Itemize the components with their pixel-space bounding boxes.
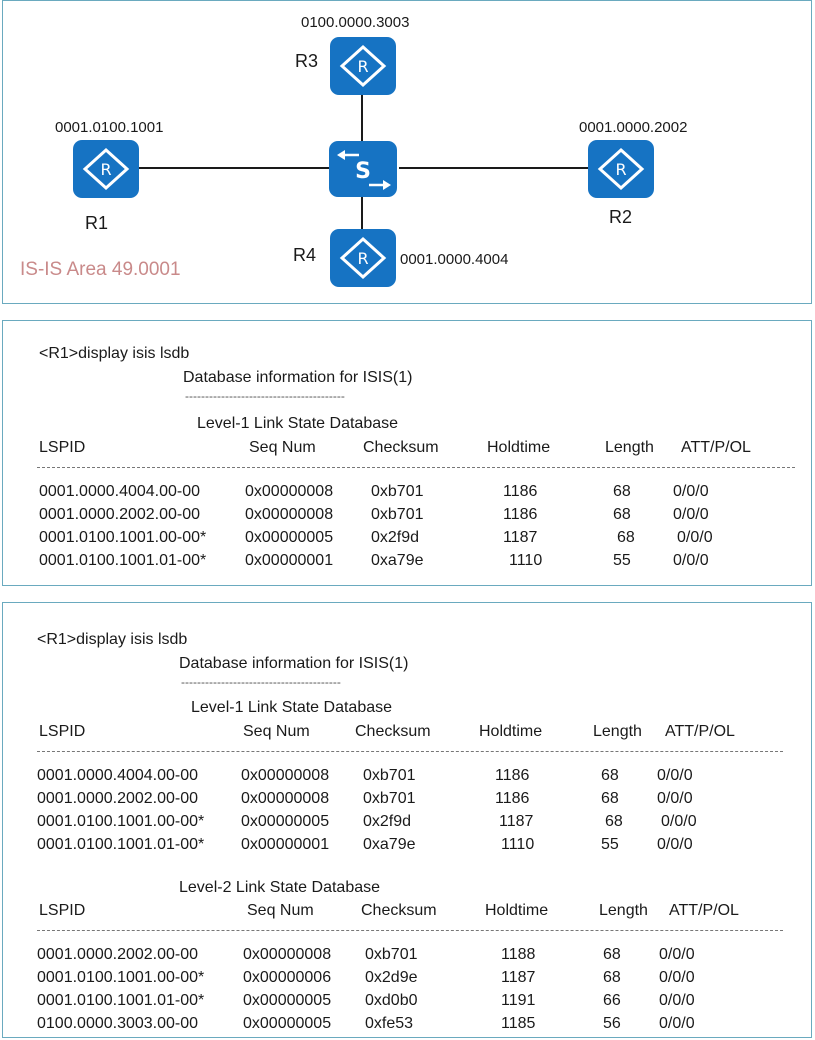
cell-checksum: 0xb701 [365,946,418,963]
cell-flags: 0/0/0 [659,1015,695,1032]
router-icon [81,147,131,191]
cell-lspid: 0001.0000.2002.00-00 [37,946,199,963]
switch-s [329,141,397,197]
header-flags: ATT/P/OL [665,723,735,740]
command-line: <R1>display isis lsdb [39,345,190,362]
table-row [3,767,803,789]
cell-checksum: 0xd0b0 [365,992,418,1009]
table-row [3,946,803,968]
header-holdtime: Holdtime [485,902,549,919]
lsdb-output-2 [2,602,812,1038]
topology-panel [2,0,812,304]
area-label: IS-IS Area 49.0001 [20,259,181,280]
header-lspid: LSPID [39,439,86,456]
cell-seq: 0x00000005 [245,529,334,546]
header-seq: Seq Num [243,723,310,740]
cell-seq: 0x00000001 [245,552,334,569]
cell-flags: 0/0/0 [657,836,693,853]
cell-flags: 0/0/0 [677,529,713,546]
cell-length: 68 [601,790,619,807]
db-title: Database information for ISIS(1) [183,369,413,386]
cell-length: 55 [613,552,631,569]
cell-lspid: 0001.0000.2002.00-00 [39,506,201,523]
header-flags: ATT/P/OL [681,439,751,456]
header-checksum: Checksum [361,902,437,919]
level2-title: Level-2 Link State Database [179,879,381,896]
r2-label: R2 [609,207,633,227]
cell-checksum: 0xb701 [363,790,416,807]
level1-title: Level-1 Link State Database [197,415,399,432]
header-checksum: Checksum [355,723,431,740]
r4-system-id: 0001.0000.4004 [400,251,509,268]
lsdb-output-1 [2,320,812,586]
cell-flags: 0/0/0 [657,790,693,807]
cell-flags: 0/0/0 [657,767,693,784]
header-length: Length [605,439,654,456]
cell-checksum: 0x2d9e [365,969,418,986]
cell-lspid: 0001.0100.1001.00-00* [39,529,207,546]
header-divider [37,467,795,468]
cell-seq: 0x00000008 [245,506,334,523]
table-row [3,552,803,574]
header-flags: ATT/P/OL [669,902,739,919]
db-title-underline: ---------------------------------------- [185,389,345,403]
cell-lspid: 0001.0000.4004.00-00 [39,483,201,500]
cell-holdtime: 1110 [509,552,543,569]
r4-label: R4 [293,245,317,265]
table-row [3,992,803,1014]
cell-checksum: 0x2f9d [371,529,420,546]
cell-length: 68 [613,506,631,523]
level2-header-row [3,902,803,924]
cell-holdtime: 1186 [503,483,538,500]
switch-icon [329,141,397,197]
cell-holdtime: 1188 [501,946,536,963]
router-icon [338,236,388,280]
router-r2 [588,140,654,198]
cell-seq: 0x00000008 [245,483,334,500]
switch-label: S [355,159,371,184]
cell-seq: 0x00000008 [241,767,330,784]
svg-text:R: R [357,249,369,268]
cell-lspid: 0001.0100.1001.01-00* [39,552,207,569]
cell-seq: 0x00000005 [243,992,332,1009]
cell-seq: 0x00000008 [243,946,332,963]
cell-length: 66 [603,992,621,1009]
link-switch-r4 [361,195,363,231]
cell-length: 68 [601,767,619,784]
cell-holdtime: 1186 [495,767,530,784]
table-row [3,969,803,991]
table-row [3,506,803,528]
cell-seq: 0x00000005 [241,813,330,830]
db-title: Database information for ISIS(1) [179,655,409,672]
router-r3 [330,37,396,95]
svg-text:R: R [357,57,369,76]
header-lspid: LSPID [39,902,86,919]
level1-title: Level-1 Link State Database [191,699,393,716]
table-row [3,1015,803,1037]
cell-seq: 0x00000005 [243,1015,332,1032]
header-length: Length [599,902,648,919]
header-lspid: LSPID [39,723,86,740]
cell-flags: 0/0/0 [659,992,695,1009]
cell-checksum: 0xa79e [371,552,424,569]
cell-lspid: 0001.0100.1001.01-00* [37,836,205,853]
cell-checksum: 0xb701 [363,767,416,784]
table-row [3,790,803,812]
cell-lspid: 0001.0100.1001.00-00* [37,969,205,986]
cell-flags: 0/0/0 [673,552,709,569]
table-row [3,529,803,551]
cell-holdtime: 1185 [501,1015,536,1032]
cell-seq: 0x00000008 [241,790,330,807]
header-divider [37,751,783,752]
db-title-underline: ---------------------------------------- [181,675,341,689]
level1-header-row [3,723,803,745]
cell-lspid: 0001.0100.1001.00-00* [37,813,205,830]
cell-length: 56 [603,1015,621,1032]
header-checksum: Checksum [363,439,439,456]
cell-lspid: 0001.0000.2002.00-00 [37,790,199,807]
cell-length: 68 [603,946,621,963]
cell-length: 68 [617,529,635,546]
cell-checksum: 0xfe53 [365,1015,414,1032]
router-r4 [330,229,396,287]
cell-holdtime: 1187 [503,529,538,546]
cell-checksum: 0x2f9d [363,813,412,830]
header-divider [37,930,783,931]
router-r1 [73,140,139,198]
command-line: <R1>display isis lsdb [37,631,188,648]
level1-header-row [3,439,803,461]
svg-text:R: R [615,160,627,179]
cell-checksum: 0xb701 [371,483,424,500]
cell-flags: 0/0/0 [673,483,709,500]
cell-lspid: 0001.0100.1001.01-00* [37,992,205,1009]
link-r1-switch [139,167,335,169]
svg-text:R: R [100,160,112,179]
link-r3-switch [361,93,363,143]
cell-flags: 0/0/0 [659,969,695,986]
header-holdtime: Holdtime [479,723,543,740]
cell-lspid: 0001.0000.4004.00-00 [37,767,199,784]
cell-length: 68 [603,969,621,986]
header-seq: Seq Num [247,902,314,919]
table-row [3,483,803,505]
header-seq: Seq Num [249,439,316,456]
r2-system-id: 0001.0000.2002 [579,119,688,136]
cell-holdtime: 1187 [499,813,534,830]
table-row [3,813,803,835]
cell-length: 55 [601,836,619,853]
cell-checksum: 0xb701 [371,506,424,523]
router-icon [596,147,646,191]
r1-label: R1 [85,213,109,233]
header-length: Length [593,723,642,740]
cell-flags: 0/0/0 [661,813,697,830]
cell-flags: 0/0/0 [659,946,695,963]
router-icon [338,44,388,88]
cell-holdtime: 1186 [503,506,538,523]
table-row [3,836,803,858]
cell-holdtime: 1186 [495,790,530,807]
cell-holdtime: 1110 [501,836,535,853]
link-switch-r2 [399,167,589,169]
cell-lspid: 0100.0000.3003.00-00 [37,1015,199,1032]
cell-holdtime: 1187 [501,969,536,986]
cell-seq: 0x00000001 [241,836,330,853]
cell-length: 68 [613,483,631,500]
r3-system-id: 0100.0000.3003 [301,14,410,31]
r1-system-id: 0001.0100.1001 [55,119,164,136]
cell-flags: 0/0/0 [673,506,709,523]
r3-label: R3 [295,51,319,71]
cell-holdtime: 1191 [501,992,536,1009]
cell-seq: 0x00000006 [243,969,332,986]
header-holdtime: Holdtime [487,439,551,456]
cell-checksum: 0xa79e [363,836,416,853]
cell-length: 68 [605,813,623,830]
